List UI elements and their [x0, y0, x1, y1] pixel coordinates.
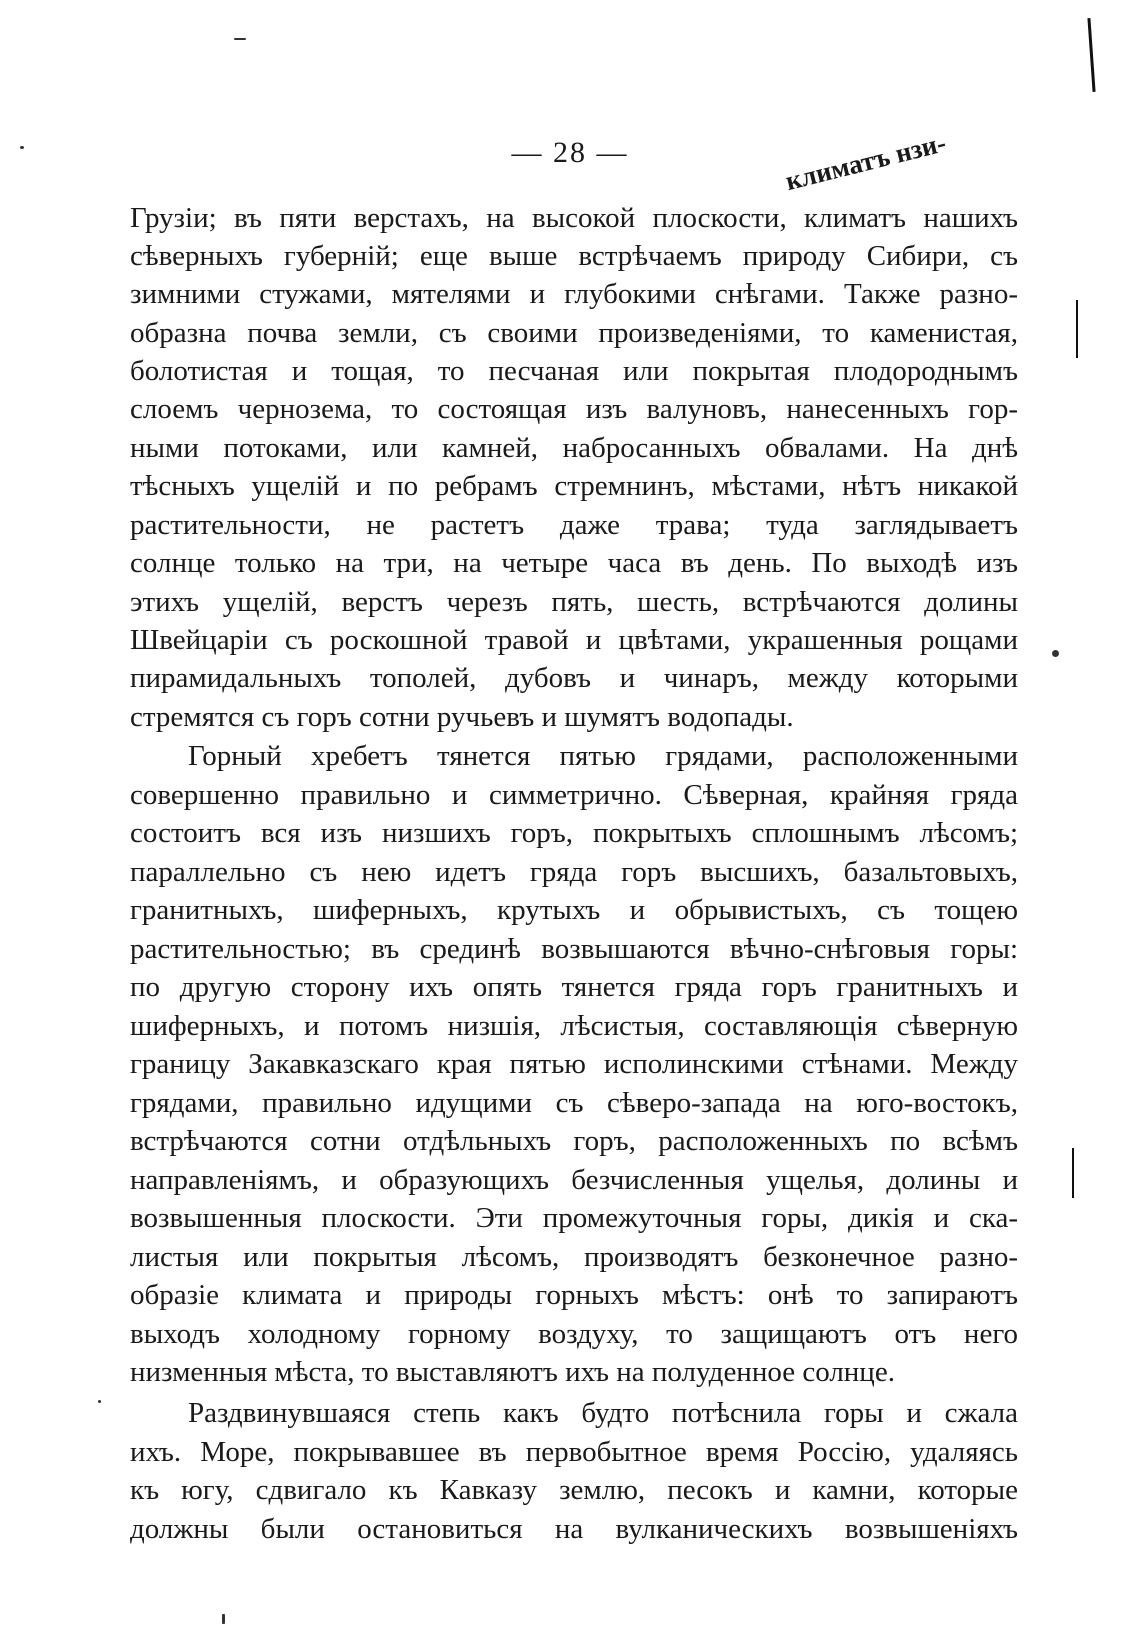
paragraph-first-line: Раздвинувшаяся степь какъ будто потѣснила горы и сжала	[188, 1397, 1018, 1429]
text-line: образна почва земли, съ своими произведеніями, то каменистая,	[130, 317, 1018, 349]
text-line: болотистая и тощая, то песчаная или покрытая плодороднымъ	[130, 355, 1018, 387]
scan-speck	[222, 1614, 225, 1624]
text-line: къ югу, сдвигало къ Кавказу землю, песокъ и камни, которые	[130, 1474, 1018, 1506]
text-line: низменныя мѣста, то выставляютъ ихъ на полуденное солнце.	[130, 1356, 895, 1388]
text-line: состоитъ вся изъ низшихъ горъ, покрытыхъ сплошнымъ лѣсомъ;	[130, 817, 1018, 849]
text-line: стремятся съ горъ сотни ручьевъ и шумятъ водопады.	[130, 701, 794, 733]
scan-edge-mark	[1076, 300, 1078, 358]
scan-speck	[234, 38, 246, 40]
text-line: должны были остановиться на вулканическихъ возвышеніяхъ	[130, 1513, 1018, 1545]
text-line: грядами, правильно идущими съ сѣверо-запада на юго-востокъ,	[130, 1087, 1018, 1119]
text-line: сѣверныхъ губерній; еще выше встрѣчаемъ природу Сибири, съ	[130, 240, 1018, 272]
text-line: выходъ холодному горному воздуху, то защищаютъ отъ него	[130, 1318, 1018, 1350]
text-line: Швейцаріи съ роскошной травой и цвѣтами, украшенныя рощами	[130, 624, 1018, 656]
text-line: направленіямъ, и образующихъ безчисленныя ущелья, долины и	[130, 1164, 1018, 1196]
page-number: — 28 —	[511, 136, 629, 169]
text-line: пирамидальныхъ тополей, дубовъ и чинаръ, между которыми	[130, 662, 1018, 694]
text-line: зимними стужами, мятелями и глубокими снѣгами. Также разно-	[130, 278, 1018, 310]
overprinted-text: климатъ нзи-	[782, 127, 949, 197]
scan-speck	[1052, 650, 1059, 657]
scan-speck	[98, 1400, 101, 1403]
paragraph-first-line: Горный хребетъ тянется пятью грядами, расположенными	[188, 740, 1018, 772]
text-line: солнце только на три, на четыре часа въ день. По выходѣ изъ	[130, 547, 1018, 579]
text-line: параллельно съ нею идетъ гряда горъ высшихъ, базальтовыхъ,	[130, 856, 1018, 888]
text-line: листыя или покрытыя лѣсомъ, производятъ безконечное разно-	[130, 1241, 1018, 1273]
text-line: растительности, не растетъ даже трава; туда заглядываетъ	[130, 509, 1018, 541]
text-line: границу Закавказскаго края пятью исполинскими стѣнами. Между	[130, 1048, 1018, 1080]
text-line: совершенно правильно и симметрично. Сѣверная, крайняя гряда	[130, 779, 1018, 811]
text-line: растительностью; въ срединѣ возвышаются вѣчно-снѣговыя горы:	[130, 933, 1018, 965]
text-line: шиферныхъ, и потомъ низшія, лѣсистыя, составляющія сѣверную	[130, 1010, 1018, 1042]
scan-edge-mark	[1087, 18, 1095, 92]
text-line: по другую сторону ихъ опять тянется гряда горъ гранитныхъ и	[130, 971, 1018, 1003]
text-line: слоемъ чернозема, то состоящая изъ валуновъ, нанесенныхъ гор-	[130, 393, 1018, 425]
text-line: гранитныхъ, шиферныхъ, крутыхъ и обрывистыхъ, съ тощею	[130, 894, 1018, 926]
scan-speck	[20, 146, 24, 149]
text-line: Грузіи; въ пяти верстахъ, на высокой плоскости, климатъ нашихъ	[130, 202, 1018, 234]
text-line: тѣсныхъ ущелій и по ребрамъ стремнинъ, мѣстами, нѣтъ никакой	[130, 470, 1018, 502]
scan-edge-mark	[1072, 1148, 1074, 1198]
text-line: встрѣчаются сотни отдѣльныхъ горъ, расположенныхъ по всѣмъ	[130, 1125, 1018, 1157]
text-line: возвышенныя плоскости. Эти промежуточныя горы, дикія и ска-	[130, 1202, 1018, 1234]
text-line: ными потоками, или камней, набросанныхъ обвалами. На днѣ	[130, 432, 1018, 464]
text-line: ихъ. Море, покрывавшее въ первобытное время Россію, удаляясь	[130, 1436, 1018, 1468]
text-line: образіе климата и природы горныхъ мѣстъ: онѣ то запираютъ	[130, 1279, 1018, 1311]
text-line: этихъ ущелій, верстъ черезъ пять, шесть, встрѣчаются долины	[130, 586, 1018, 618]
